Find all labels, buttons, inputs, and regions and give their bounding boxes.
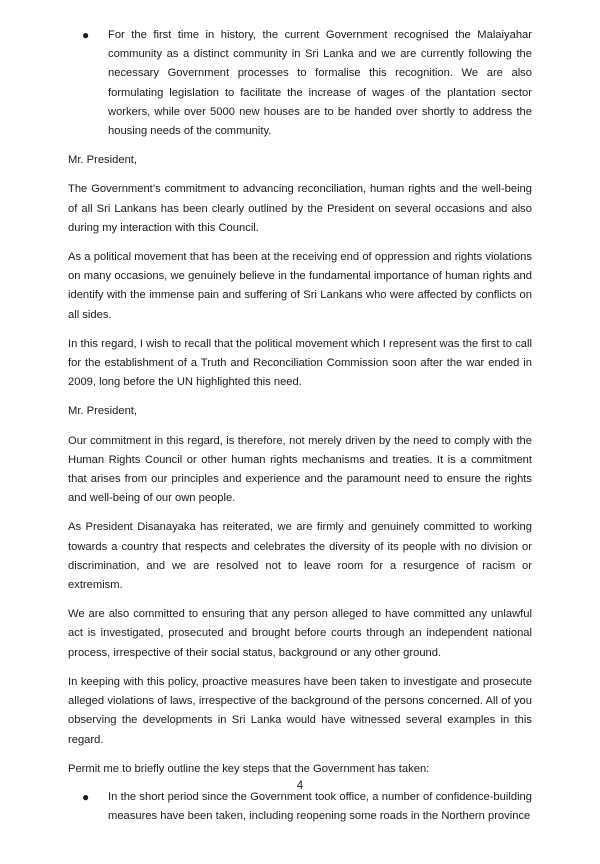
bullet-dot-icon: ●: [82, 789, 90, 804]
bullet-text: For the first time in history, the current Government recognised the Malaiyahar community as a distinct community in Sri Lanka and we are currently following the necessary Government processes to formalise this recognition. We are also formulating legislation to facilitate the increase of wages of the plantation sector workers, while over 5000 new houses are to be handed over shortly to address the housing needs of the community.: [108, 29, 532, 138]
bullet-list-bottom: [68, 788, 532, 826]
bullet-list-top: [68, 26, 532, 141]
paragraph: We are also committed to ensuring that any person alleged to have committed any unlawful act is investigated, prosecuted and brought before courts through an independent national process, irrespective of their social status, background or any other ground.: [68, 608, 532, 659]
paragraph: As President Disanayaka has reiterated, we are firmly and genuinely committed to working towards a country that respects and celebrates the diversity of its people with no division or discrimination, and we are resolved not to leave room for a resurgence of racism or extremism.: [68, 521, 532, 592]
paragraph: In keeping with this policy, proactive measures have been taken to investigate and prosecute alleged violations of laws, irrespective of the background of the persons concerned. All of you observing the developments in Sri Lanka would have witnessed several examples in this regard.: [68, 675, 532, 746]
salutation: Mr. President,: [68, 405, 138, 418]
paragraph: Permit me to briefly outline the key steps that the Government has taken:: [68, 762, 430, 775]
salutation: Mr. President,: [68, 154, 138, 167]
bullet-item: [68, 788, 532, 826]
bullet-item: [68, 26, 532, 141]
paragraph: In this regard, I wish to recall that the political movement which I represent was the first to call for the establishment of a Truth and Reconciliation Commission soon after the war ended in 2009, long before the UN highlighted this need.: [68, 337, 532, 389]
page-number: 4: [296, 780, 304, 792]
paragraph: Our commitment in this regard, is therefore, not merely driven by the need to comply with the Human Rights Council or other human rights mechanisms and treaties. It is a commitment that arises from our principles and experience and the paramount need to ensure the rights and well-being of our own people.: [68, 434, 532, 505]
bullet-text: In the short period since the Government took office, a number of confidence-building measures have been taken, including reopening some roads in the Northern province: [108, 790, 532, 823]
paragraph: As a political movement that has been at the receiving end of oppression and rights violations on many occasions, we genuinely believe in the fundamental importance of human rights and identify with the immense pain and suffering of Sri Lankans who were affected by conflicts on all sides.: [68, 251, 532, 321]
paragraph: The Government’s commitment to advancing reconciliation, human rights and the well-being of all Sri Lankans has been clearly outlined by the President on several occasions and also during my interaction with this Council.: [68, 183, 532, 234]
bullet-dot-icon: ●: [82, 28, 90, 42]
